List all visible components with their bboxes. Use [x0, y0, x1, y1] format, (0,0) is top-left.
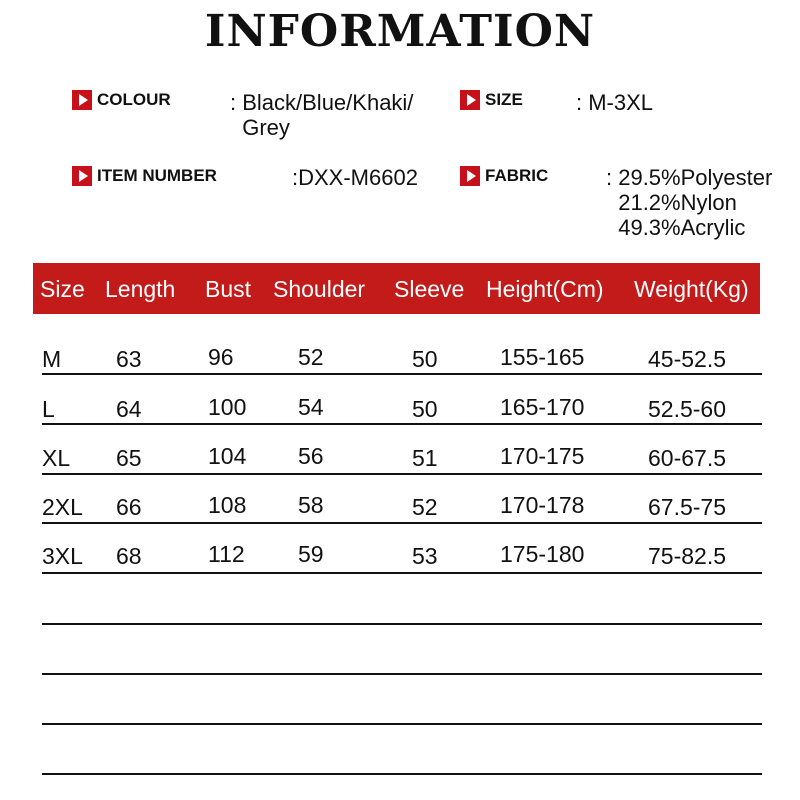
empty-row-line — [42, 623, 762, 625]
empty-row-line — [42, 673, 762, 675]
header-shoulder: Shoulder — [273, 276, 366, 302]
table-cell: 170-175 — [500, 443, 585, 469]
table-cell: 52.5-60 — [648, 396, 727, 422]
row-divider — [42, 423, 762, 425]
info-label-item-number-text: ITEM NUMBER — [97, 166, 217, 185]
table-cell: 66 — [116, 494, 142, 520]
info-label-colour-text: COLOUR — [97, 90, 171, 109]
table-cell: 3XL — [42, 543, 83, 569]
table-cell: 53 — [412, 543, 438, 569]
table-cell: 155-165 — [500, 344, 585, 370]
header-size: Size — [40, 276, 85, 302]
table-cell: XL — [42, 445, 71, 471]
table-cell: L — [42, 396, 55, 422]
table-cell: 52 — [298, 344, 324, 370]
table-cell: 63 — [116, 346, 142, 372]
table-cell: 50 — [412, 346, 438, 372]
info-value-item-number: :DXX-M6602 — [292, 165, 418, 190]
table-cell: 54 — [298, 394, 324, 420]
play-icon — [460, 90, 480, 110]
header-sleeve: Sleeve — [394, 276, 465, 302]
table-cell: 56 — [298, 443, 324, 469]
row-divider — [42, 522, 762, 524]
table-cell: 104 — [208, 443, 247, 469]
page-title: INFORMATION — [204, 6, 596, 57]
table-cell: 59 — [298, 541, 324, 567]
play-icon — [460, 166, 480, 186]
header-height: Height(Cm) — [486, 276, 604, 302]
table-cell: 68 — [116, 543, 142, 569]
table-cell: 45-52.5 — [648, 346, 727, 372]
table-cell: 170-178 — [500, 492, 585, 518]
table-cell: 108 — [208, 492, 247, 518]
info-label-fabric-text: FABRIC — [485, 166, 549, 185]
info-value-size: : M-3XL — [576, 90, 654, 115]
row-divider — [42, 473, 762, 475]
table-cell: 65 — [116, 445, 142, 471]
table-cell: 2XL — [42, 494, 83, 520]
play-icon — [72, 166, 92, 186]
info-value-colour: : Black/Blue/Khaki/ Grey — [230, 90, 414, 140]
info-label-size — [460, 90, 523, 110]
table-cell: 51 — [412, 445, 438, 471]
header-length: Length — [105, 276, 176, 302]
table-cell: 175-180 — [500, 541, 585, 567]
table-cell: M — [42, 346, 62, 372]
table-cell: 100 — [208, 394, 247, 420]
header-bust: Bust — [205, 276, 252, 302]
info-label-fabric — [460, 166, 548, 186]
info-label-item-number — [72, 166, 217, 186]
info-label-size-text: SIZE — [485, 90, 523, 109]
table-cell: 165-170 — [500, 394, 585, 420]
table-cell: 96 — [208, 344, 234, 370]
table-cell: 112 — [208, 541, 245, 567]
table-cell: 60-67.5 — [648, 445, 727, 471]
table-cell: 52 — [412, 494, 438, 520]
table-cell: 75-82.5 — [648, 543, 727, 569]
empty-row-line — [42, 723, 762, 725]
header-weight: Weight(Kg) — [634, 276, 749, 302]
table-cell: 50 — [412, 396, 438, 422]
table-cell: 58 — [298, 492, 324, 518]
row-divider — [42, 373, 762, 375]
table-cell: 64 — [116, 396, 142, 422]
empty-row-line — [42, 773, 762, 775]
row-divider — [42, 572, 762, 574]
table-cell: 67.5-75 — [648, 494, 727, 520]
play-icon — [72, 90, 92, 110]
info-value-fabric: : 29.5%Polyester 21.2%Nylon 49.3%Acrylic — [606, 165, 773, 240]
info-label-colour — [72, 90, 171, 110]
